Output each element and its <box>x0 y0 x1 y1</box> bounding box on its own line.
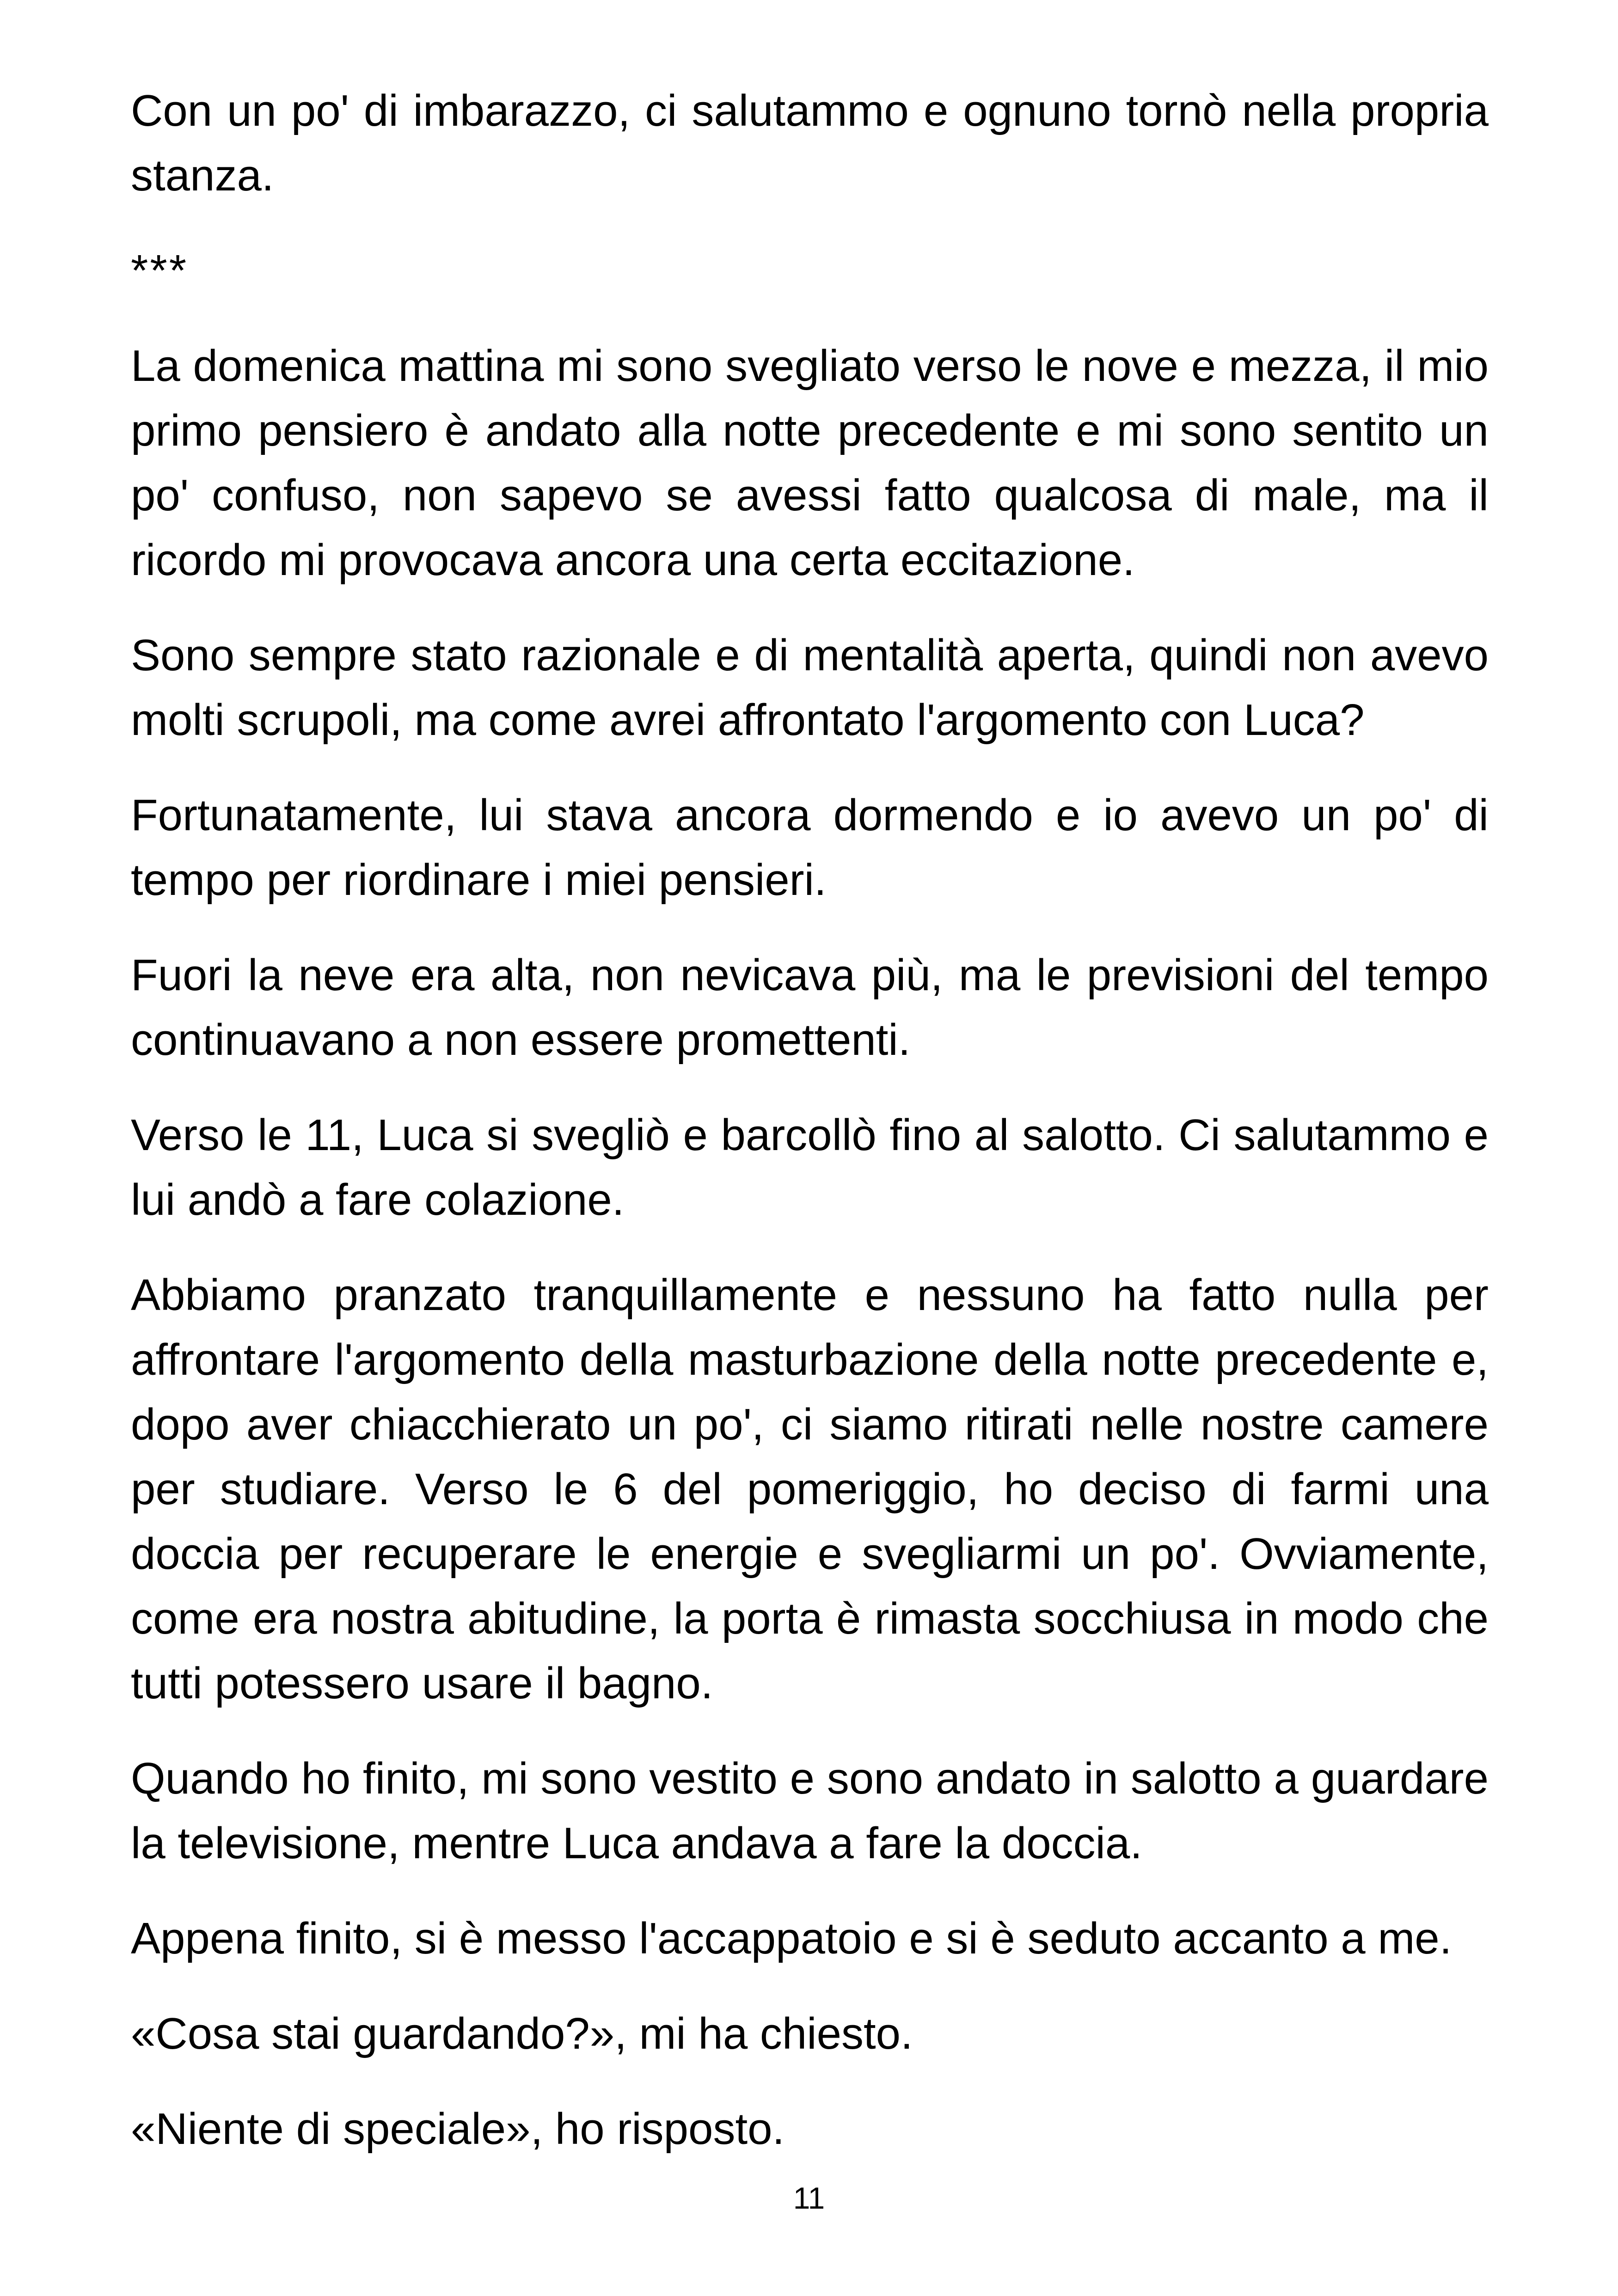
paragraph-5: Fuori la neve era alta, non nevicava più, ma le previsioni del tempo continuavano a non essere promettenti. <box>131 950 1489 1065</box>
paragraph-6: Verso le 11, Luca si svegliò e barcollò fino al salotto. Ci salutammo e lui andò a fare colazione. <box>131 1110 1489 1225</box>
dialogue-line-1: «Cosa stai guardando?», mi ha chiesto. <box>131 2009 913 2058</box>
section-separator: *** <box>131 246 189 295</box>
paragraph-9: Appena finito, si è messo l'accappatoio e si è seduto accanto a me. <box>131 1914 1452 1963</box>
paragraph-3: Sono sempre stato razionale e di mentalità aperta, quindi non avevo molti scrupoli, ma come avrei affrontato l'argomento con Luca? <box>131 631 1489 745</box>
paragraph-1: Con un po' di imbarazzo, ci salutammo e ognuno tornò nella propria stanza. <box>131 86 1489 200</box>
paragraph-4: Fortunatamente, lui stava ancora dormendo e io avevo un po' di tempo per riordinare i miei pensieri. <box>131 790 1489 905</box>
paragraph-2: La domenica mattina mi sono svegliato verso le nove e mezza, il mio primo pensiero è andato alla notte precedente e mi sono sentito un po' confuso, non sapevo se avessi fatto qualcosa di male, ma il ricordo mi provocava ancora una certa eccitazione. <box>131 341 1489 585</box>
page-number: 11 <box>793 2181 825 2215</box>
paragraph-7: Abbiamo pranzato tranquillamente e nessuno ha fatto nulla per affrontare l'argomento della masturbazione della notte precedente e, dopo aver chiacchierato un po', ci siamo ritirati nelle nostre camere per studiare. Verso le 6 del pomeriggio, ho deciso di farmi una doccia per recuperare le energie e svegliarmi un po'. Ovviamente, come era nostra abitudine, la porta è rimasta socchiusa in modo che tutti potessero usare il bagno. <box>131 1270 1489 1708</box>
document-page <box>131 79 1489 2192</box>
paragraph-8: Quando ho finito, mi sono vestito e sono andato in salotto a guardare la televisione, mentre Luca andava a fare la doccia. <box>131 1754 1489 1868</box>
dialogue-line-2: «Niente di speciale», ho risposto. <box>131 2104 785 2154</box>
